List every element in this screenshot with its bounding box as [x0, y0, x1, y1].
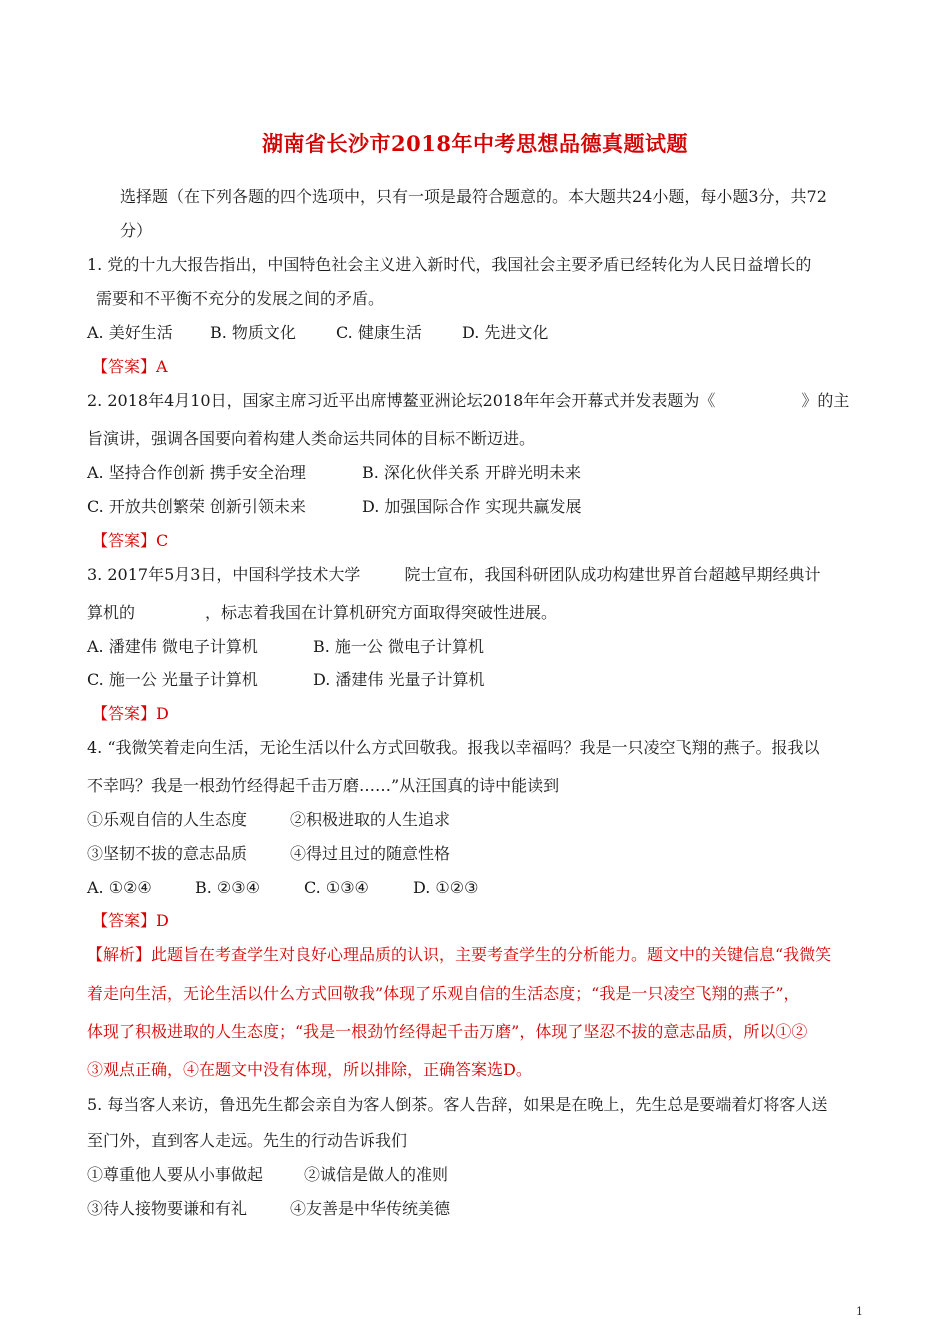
- option-a: A. ①②④: [87, 878, 152, 897]
- option-a: A. 美好生活: [87, 323, 173, 342]
- answer-2: 【答案】C: [92, 531, 169, 550]
- question-4-items: [87, 809, 877, 831]
- option-c: C. 健康生活: [336, 323, 422, 342]
- question-3-text: [87, 602, 877, 624]
- item-2: ②积极进取的人生追求: [290, 810, 451, 829]
- option-a: A. 坚持合作创新 携手安全治理: [87, 463, 306, 482]
- option-d: D. 先进文化: [462, 323, 549, 342]
- item-3: ③坚韧不拔的意志品质: [87, 844, 248, 863]
- instructions-line: 分）: [120, 221, 153, 240]
- question-2-options: [87, 496, 877, 518]
- question-1-text: 需要和不平衡不充分的发展之间的矛盾。: [96, 289, 385, 308]
- option-b: B. 施一公 微电子计算机: [313, 637, 485, 656]
- option-d: D. 潘建伟 光量子计算机: [313, 670, 485, 689]
- option-d: D. 加强国际合作 实现共赢发展: [362, 497, 582, 516]
- option-c: C. 施一公 光量子计算机: [87, 670, 258, 689]
- question-2-text: 旨演讲，强调各国要向着构建人类命运共同体的目标不断迈进。: [87, 429, 536, 448]
- question-3-options: [87, 636, 877, 658]
- question-3-part: 算机的: [87, 603, 136, 622]
- option-c: C. ①③④: [304, 878, 369, 897]
- option-c: C. 开放共创繁荣 创新引领未来: [87, 497, 306, 516]
- analysis-4-line: 体现了积极进取的人生态度；“我是一根劲竹经得起千击万磨”，体现了坚忍不拔的意志品质，所以①②: [87, 1022, 808, 1041]
- option-a: A. 潘建伟 微电子计算机: [87, 637, 258, 656]
- question-1-options: [87, 322, 877, 344]
- question-2-options: [87, 462, 877, 484]
- option-b: B. 深化伙伴关系 开辟光明未来: [362, 463, 582, 482]
- page-number: 1: [856, 1305, 863, 1318]
- item-4: ④得过且过的随意性格: [290, 844, 451, 863]
- question-3-part: 3. 2017年5月3日，中国科学技术大学: [87, 565, 361, 584]
- question-5-items: [87, 1198, 877, 1220]
- item-4: ④友善是中华传统美德: [290, 1199, 451, 1218]
- item-2: ②诚信是做人的准则: [304, 1165, 449, 1184]
- question-4-text: 不幸吗？我是一根劲竹经得起千击万磨……”从汪国真的诗中能读到: [87, 776, 560, 795]
- question-5-items: [87, 1164, 877, 1186]
- question-2-part: 2. 2018年4月10日，国家主席习近平出席博鳌亚洲论坛2018年年会开幕式并发表题为《: [87, 391, 716, 410]
- question-2-part: 》的主: [801, 391, 850, 410]
- question-5-text: 5. 每当客人来访，鲁迅先生都会亲自为客人倒茶。客人告辞，如果是在晚上，先生总是要端着灯将客人送: [87, 1095, 828, 1114]
- item-1: ①乐观自信的人生态度: [87, 810, 248, 829]
- item-1: ①尊重他人要从小事做起: [87, 1165, 264, 1184]
- analysis-4-line: 着走向生活，无论生活以什么方式回敬我”体现了乐观自信的生活态度；“我是一只凌空飞翔的燕子”，: [87, 984, 800, 1003]
- question-4-items: [87, 843, 877, 865]
- question-3-text: [87, 564, 877, 586]
- page-title: 湖南省长沙市2018年中考思想品德真题试题: [262, 131, 688, 156]
- question-4-options: [87, 877, 877, 899]
- analysis-4-line: 【解析】此题旨在考查学生对良好心理品质的认识，主要考查学生的分析能力。题文中的关键信息“我微笑: [87, 945, 832, 964]
- question-1-text: 1. 党的十九大报告指出，中国特色社会主义进入新时代，我国社会主要矛盾已经转化为人民日益增长的: [87, 255, 812, 274]
- answer-4: 【答案】D: [92, 911, 169, 930]
- answer-3: 【答案】D: [92, 704, 169, 723]
- option-d: D. ①②③: [413, 878, 479, 897]
- question-5-text: 至门外，直到客人走远。先生的行动告诉我们: [87, 1131, 408, 1150]
- question-2-text: [87, 390, 877, 412]
- question-3-options: [87, 669, 877, 691]
- question-3-part: ，标志着我国在计算机研究方面取得突破性进展。: [205, 603, 558, 622]
- question-3-part: 院士宣布，我国科研团队成功构建世界首台超越早期经典计: [404, 565, 821, 584]
- question-4-text: 4. “我微笑着走向生活，无论生活以什么方式回敬我。报我以幸福吗？我是一只凌空飞翔的燕子。报我以: [87, 738, 820, 757]
- option-b: B. 物质文化: [210, 323, 296, 342]
- analysis-4-line: ③观点正确，④在题文中没有体现，所以排除，正确答案选D。: [87, 1060, 532, 1079]
- instructions-line: 选择题（在下列各题的四个选项中，只有一项是最符合题意的。本大题共24小题，每小题3分，共72: [120, 187, 827, 206]
- answer-1: 【答案】A: [92, 357, 168, 376]
- option-b: B. ②③④: [195, 878, 260, 897]
- item-3: ③待人接物要谦和有礼: [87, 1199, 248, 1218]
